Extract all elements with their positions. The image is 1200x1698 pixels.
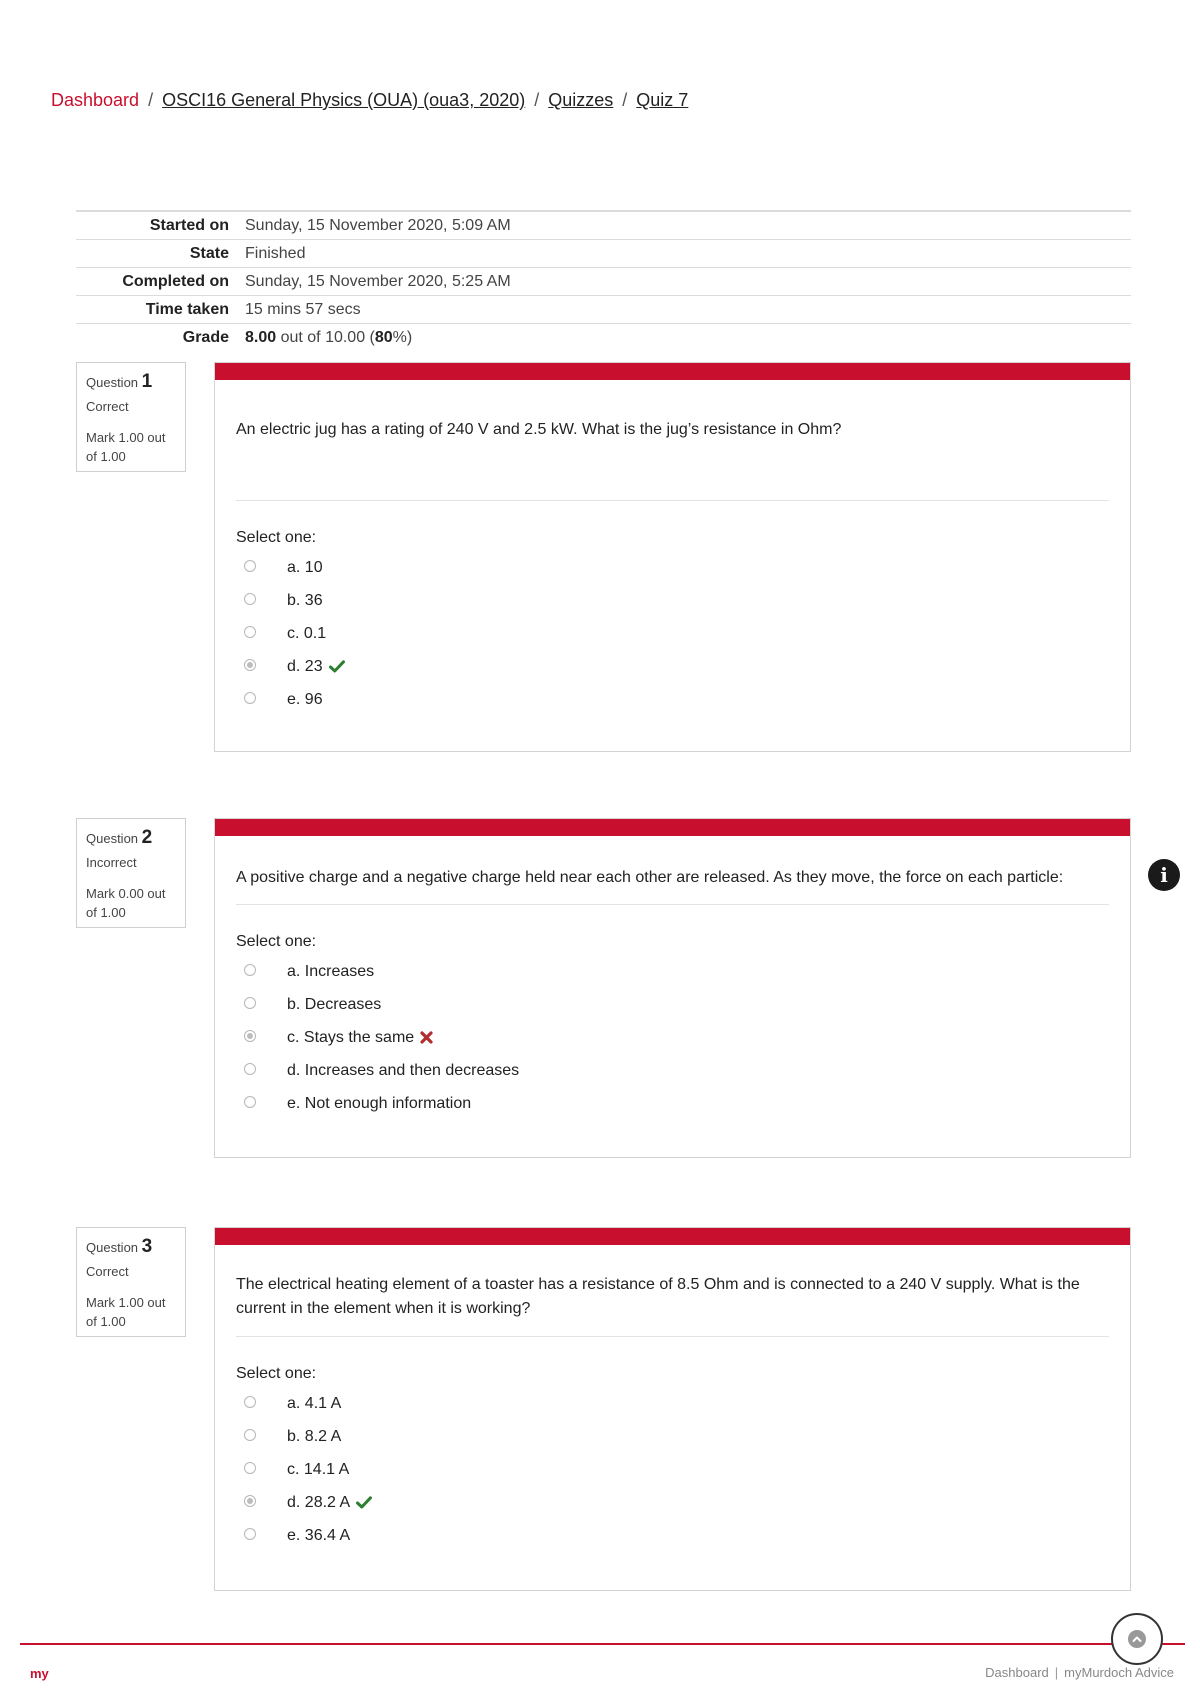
check-icon xyxy=(356,1496,372,1509)
radio-button[interactable] xyxy=(244,1528,256,1540)
question-text: An electric jug has a rating of 240 V and 2.5 kW. What is the jug’s resistance in Ohm? xyxy=(236,380,1109,501)
option-label: d. 23 xyxy=(287,657,323,675)
option-label: d. 28.2 A xyxy=(287,1493,351,1511)
option-label: c. 14.1 A xyxy=(287,1460,350,1478)
question-box-2 xyxy=(214,818,1131,1158)
select-one-prompt: Select one: xyxy=(236,529,317,546)
question-info-2 xyxy=(76,818,186,928)
radio-button[interactable] xyxy=(244,626,256,638)
summary-value xyxy=(245,324,1131,352)
question-state: Correct xyxy=(86,1264,129,1279)
info-icon[interactable]: i xyxy=(1148,859,1180,891)
breadcrumb xyxy=(51,90,688,111)
radio-button[interactable] xyxy=(244,1096,256,1108)
answer-option[interactable] xyxy=(244,1054,1130,1087)
breadcrumb-separator: / xyxy=(148,90,154,110)
answer-option[interactable] xyxy=(244,988,1130,1021)
question-label: Question xyxy=(86,1240,139,1255)
question-label: Question xyxy=(86,375,139,390)
option-label: c. 0.1 xyxy=(287,624,327,642)
radio-button[interactable] xyxy=(244,1063,256,1075)
radio-button[interactable] xyxy=(244,964,256,976)
option-label: d. Increases and then decreases xyxy=(287,1061,520,1079)
answer-option-selected[interactable] xyxy=(244,650,1130,683)
radio-button[interactable] xyxy=(244,1462,256,1474)
summary-row-time xyxy=(76,296,1131,324)
option-label: c. Stays the same xyxy=(287,1028,415,1046)
answer-option[interactable] xyxy=(244,617,1130,650)
answer-option[interactable] xyxy=(244,683,1130,716)
option-label: b. Decreases xyxy=(287,995,382,1013)
radio-button-selected[interactable] xyxy=(244,1495,256,1507)
summary-value: Finished xyxy=(245,244,306,262)
radio-button[interactable] xyxy=(244,692,256,704)
grade-percent-suffix: %) xyxy=(392,328,413,346)
question-header-bar xyxy=(215,363,1130,380)
summary-row-grade xyxy=(76,324,1131,352)
answer-option-selected[interactable] xyxy=(244,1486,1130,1519)
breadcrumb-dashboard-link[interactable]: Dashboard xyxy=(51,90,140,110)
question-number xyxy=(86,1236,176,1258)
option-label: b. 36 xyxy=(287,591,323,609)
question-text: The electrical heating element of a toaster has a resistance of 8.5 Ohm and is connected to a 240 V supply. What is the current in the element when it is working? xyxy=(236,1245,1109,1337)
question-mark: Mark 1.00 out of 1.00 xyxy=(86,1295,166,1329)
question-number xyxy=(86,827,176,849)
question-state: Incorrect xyxy=(86,855,137,870)
radio-button-selected[interactable] xyxy=(244,659,256,671)
question-mark: Mark 1.00 out of 1.00 xyxy=(86,430,166,464)
question-text: A positive charge and a negative charge held near each other are released. As they move, the force on each particle: xyxy=(236,836,1109,905)
question-box-1 xyxy=(214,362,1131,752)
question-header-bar xyxy=(215,1228,1130,1245)
answer-options xyxy=(244,955,1130,1120)
question-number-value: 3 xyxy=(141,1236,153,1257)
option-label: a. 4.1 A xyxy=(287,1394,342,1412)
question-info-3 xyxy=(76,1227,186,1337)
question-label: Question xyxy=(86,831,139,846)
question-number-value: 2 xyxy=(141,827,153,848)
radio-button[interactable] xyxy=(244,560,256,572)
summary-label: Started on xyxy=(149,216,229,234)
option-label: a. Increases xyxy=(287,962,375,980)
chevron-up-icon xyxy=(1128,1630,1146,1648)
answer-option-selected[interactable] xyxy=(244,1021,1130,1054)
footer-divider xyxy=(20,1643,1185,1645)
footer-advice-link[interactable]: myMurdoch Advice xyxy=(1064,1665,1174,1680)
summary-row-state xyxy=(76,240,1131,268)
question-mark: Mark 0.00 out of 1.00 xyxy=(86,886,166,920)
question-box-3 xyxy=(214,1227,1131,1591)
answer-option[interactable] xyxy=(244,551,1130,584)
answer-option[interactable] xyxy=(244,1519,1130,1552)
option-label: b. 8.2 A xyxy=(287,1427,342,1445)
option-label: e. 96 xyxy=(287,690,323,708)
summary-label: Time taken xyxy=(145,300,229,318)
grade-percent: 80 xyxy=(374,328,393,346)
radio-button-selected[interactable] xyxy=(244,1030,256,1042)
answer-options xyxy=(244,1387,1130,1552)
grade-out-of: out of 10.00 ( xyxy=(276,328,375,346)
answer-option[interactable] xyxy=(244,1420,1130,1453)
breadcrumb-separator: / xyxy=(622,90,628,110)
question-header-bar xyxy=(215,819,1130,836)
summary-value: Sunday, 15 November 2020, 5:09 AM xyxy=(245,216,511,234)
grade-score: 8.00 xyxy=(245,328,277,346)
cross-icon xyxy=(420,1031,433,1044)
question-number xyxy=(86,371,176,393)
summary-label: State xyxy=(189,244,229,262)
answer-option[interactable] xyxy=(244,1453,1130,1486)
back-to-top-button[interactable] xyxy=(1111,1613,1163,1665)
select-one-prompt: Select one: xyxy=(236,933,317,950)
option-label: e. 36.4 A xyxy=(287,1526,351,1544)
footer-logo[interactable]: my xyxy=(30,1666,49,1681)
answer-option[interactable] xyxy=(244,1087,1130,1120)
summary-label: Grade xyxy=(182,328,229,346)
answer-option[interactable] xyxy=(244,955,1130,988)
summary-label: Completed on xyxy=(122,272,229,290)
question-info-1 xyxy=(76,362,186,472)
radio-button[interactable] xyxy=(244,593,256,605)
summary-value: Sunday, 15 November 2020, 5:25 AM xyxy=(245,272,511,290)
breadcrumb-separator: / xyxy=(534,90,540,110)
footer-dashboard-link[interactable]: Dashboard xyxy=(985,1665,1049,1680)
question-number-value: 1 xyxy=(141,371,153,392)
check-icon xyxy=(329,660,345,673)
summary-row-completed xyxy=(76,268,1131,296)
footer-links xyxy=(985,1665,1174,1680)
radio-button[interactable] xyxy=(244,997,256,1009)
breadcrumb-quiz-link[interactable]: Quiz 7 xyxy=(636,90,689,110)
breadcrumb-quizzes-link[interactable]: Quizzes xyxy=(548,90,614,110)
footer-separator: | xyxy=(1054,1665,1059,1680)
summary-row-started xyxy=(76,211,1131,240)
radio-button[interactable] xyxy=(244,1396,256,1408)
answer-options xyxy=(244,551,1130,716)
select-one-prompt: Select one: xyxy=(236,1365,317,1382)
attempt-summary-table xyxy=(76,210,1131,351)
option-label: e. Not enough information xyxy=(287,1094,472,1112)
question-state: Correct xyxy=(86,399,129,414)
breadcrumb-course-link[interactable]: OSCI16 General Physics (OUA) (oua3, 2020) xyxy=(162,90,526,110)
answer-option[interactable] xyxy=(244,584,1130,617)
option-label: a. 10 xyxy=(287,558,323,576)
summary-value: 15 mins 57 secs xyxy=(245,300,361,318)
radio-button[interactable] xyxy=(244,1429,256,1441)
answer-option[interactable] xyxy=(244,1387,1130,1420)
